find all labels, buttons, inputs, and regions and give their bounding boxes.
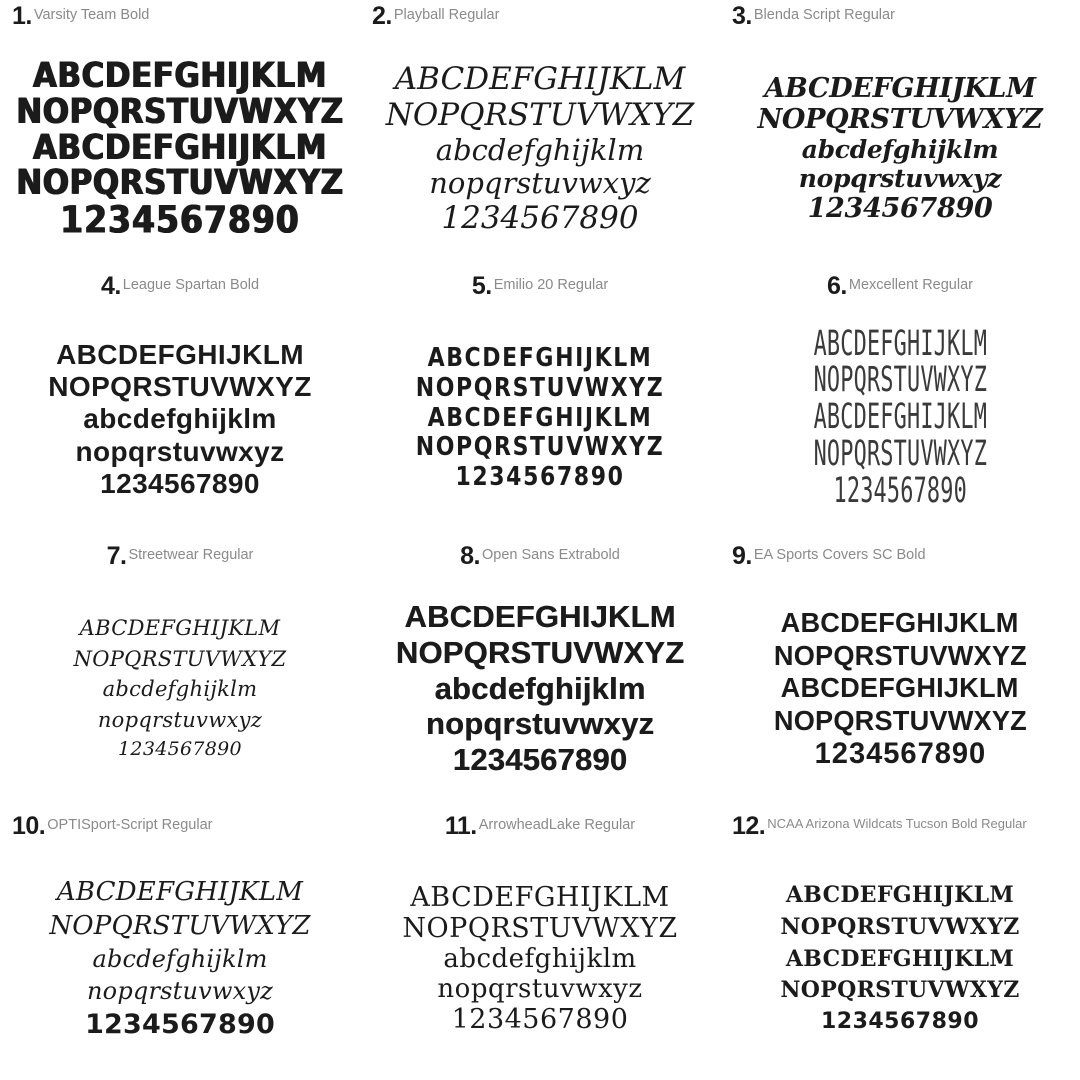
font-name-5: Emilio 20 Regular <box>493 277 609 293</box>
specimen-line-digits: 1234567890 <box>100 468 260 500</box>
font-name-7: Streetwear Regular <box>128 547 254 563</box>
specimen-line: ABCDEFGHIJKLM <box>404 599 676 635</box>
specimen-line: ABCDEFGHIJKLM <box>764 72 1036 104</box>
specimen-line: nopqrstuvwxyz <box>429 166 651 201</box>
specimen-line: abcdefghijklm <box>435 132 645 167</box>
specimen-number-5: 5. <box>471 272 492 300</box>
specimen-line-digits: 1234567890 <box>118 738 242 761</box>
specimen-line: NOPQRSTUVWXYZ <box>415 432 665 463</box>
specimen-card-3 <box>720 0 1080 270</box>
specimen-card-9 <box>720 540 1080 810</box>
specimen-number-1: 1. <box>12 2 32 30</box>
specimen-line-digits: 1234567890 <box>452 742 628 778</box>
specimen-line: NOPQRSTUVWXYZ <box>415 373 665 404</box>
specimen-card-11 <box>360 810 720 1080</box>
specimen-line: NOPQRSTUVWXYZ <box>757 103 1043 135</box>
specimen-line: abcdefghijklm <box>434 670 646 706</box>
specimen-line: ABCDEFGHIJKLM <box>32 127 328 168</box>
specimen-lines-8 <box>366 570 714 808</box>
specimen-lines-2 <box>366 30 714 268</box>
specimen-number-7: 7. <box>106 542 127 570</box>
specimen-line: ABCDEFGHIJKLM <box>394 61 686 98</box>
font-name-12: NCAA Arizona Wildcats Tucson Bold Regular <box>767 816 1027 831</box>
specimen-line: ABCDEFGHIJKLM <box>32 55 328 97</box>
specimen-header-11 <box>366 814 714 840</box>
specimen-card-10 <box>0 810 360 1080</box>
specimen-line: NOPQRSTUVWXYZ <box>773 639 1027 671</box>
specimen-number-4: 4. <box>100 272 121 300</box>
specimen-line: NOPQRSTUVWXYZ <box>48 370 312 402</box>
specimen-line: ABCDEFGHIJKLM <box>427 403 653 433</box>
specimen-line: ABCDEFGHIJKLM <box>427 344 653 374</box>
specimen-line-digits: 1234567890 <box>814 736 986 770</box>
specimen-lines-6 <box>726 300 1074 538</box>
specimen-lines-11 <box>366 840 714 1078</box>
specimen-card-12 <box>720 810 1080 1080</box>
specimen-header-4 <box>6 274 354 300</box>
specimen-line: nopqrstuvwxyz <box>87 976 273 1005</box>
font-name-1: Varsity Team Bold <box>33 7 150 23</box>
specimen-lines-9 <box>726 570 1074 808</box>
specimen-line: ABCDEFGHIJKLM <box>410 881 670 913</box>
specimen-lines-3 <box>726 30 1074 268</box>
specimen-line: NOPQRSTUVWXYZ <box>73 646 287 671</box>
specimen-line: NOPQRSTUVWXYZ <box>402 912 678 944</box>
specimen-header-5 <box>366 274 714 300</box>
specimen-line: NOPQRSTUVWXYZ <box>813 361 987 401</box>
specimen-card-6 <box>720 270 1080 540</box>
specimen-line: NOPQRSTUVWXYZ <box>395 634 685 670</box>
specimen-number-2: 2. <box>372 2 392 30</box>
specimen-line: abcdefghijklm <box>443 944 637 974</box>
specimen-header-3 <box>726 4 1074 30</box>
specimen-number-12: 12. <box>732 812 766 840</box>
font-name-8: Open Sans Extrabold <box>482 547 620 563</box>
specimen-line: NOPQRSTUVWXYZ <box>773 704 1027 736</box>
specimen-line: NOPQRSTUVWXYZ <box>49 911 311 941</box>
specimen-line: ABCDEFGHIJKLM <box>56 876 304 907</box>
font-name-9: EA Sports Covers SC Bold <box>753 547 926 563</box>
specimen-card-7 <box>0 540 360 810</box>
specimen-line-digits: 1234567890 <box>820 1008 980 1034</box>
specimen-card-1 <box>0 0 360 270</box>
specimen-line: nopqrstuvwxyz <box>425 706 655 742</box>
specimen-lines-1 <box>6 30 354 268</box>
font-name-11: ArrowheadLake Regular <box>478 817 636 833</box>
specimen-header-1 <box>6 4 354 30</box>
specimen-line: NOPQRSTUVWXYZ <box>385 97 695 134</box>
specimen-line: ABCDEFGHIJKLM <box>813 398 987 438</box>
font-name-6: Mexcellent Regular <box>848 277 973 293</box>
specimen-line: NOPQRSTUVWXYZ <box>16 163 344 204</box>
specimen-line: nopqrstuvwxyz <box>798 164 1002 194</box>
specimen-line: ABCDEFGHIJKLM <box>56 338 304 370</box>
specimen-card-8 <box>360 540 720 810</box>
specimen-number-6: 6. <box>827 272 847 300</box>
specimen-header-8 <box>366 544 714 570</box>
specimen-line: ABCDEFGHIJKLM <box>79 616 281 641</box>
specimen-header-12 <box>726 814 1074 840</box>
specimen-line-digits: 1234567890 <box>455 462 625 493</box>
specimen-lines-4 <box>6 300 354 538</box>
specimen-line: nopqrstuvwxyz <box>97 707 263 732</box>
specimen-line-digits: 1234567890 <box>451 1004 629 1036</box>
specimen-line: NOPQRSTUVWXYZ <box>780 914 1020 941</box>
specimen-line: NOPQRSTUVWXYZ <box>16 91 344 132</box>
font-name-2: Playball Regular <box>393 7 500 23</box>
specimen-lines-7 <box>6 570 354 808</box>
font-name-3: Blenda Script Regular <box>753 7 895 23</box>
specimen-number-8: 8. <box>460 542 480 570</box>
specimen-line-digits: 1234567890 <box>441 199 639 236</box>
specimen-line: ABCDEFGHIJKLM <box>781 672 1019 704</box>
specimen-line: nopqrstuvwxyz <box>75 435 285 467</box>
specimen-header-2 <box>366 4 714 30</box>
specimen-number-9: 9. <box>732 542 752 570</box>
specimen-number-11: 11. <box>444 812 477 840</box>
specimen-line: NOPQRSTUVWXYZ <box>780 977 1020 1004</box>
specimen-line: NOPQRSTUVWXYZ <box>813 434 987 474</box>
specimen-number-3: 3. <box>732 2 752 30</box>
font-name-4: League Spartan Bold <box>122 277 260 293</box>
specimen-header-9 <box>726 544 1074 570</box>
specimen-line: abcdefghijklm <box>92 945 268 974</box>
specimen-number-10: 10. <box>12 812 46 840</box>
specimen-line: nopqrstuvwxyz <box>437 974 643 1005</box>
specimen-card-2 <box>360 0 720 270</box>
specimen-lines-10 <box>6 840 354 1078</box>
specimen-header-7 <box>6 544 354 570</box>
font-name-10: OPTISport-Script Regular <box>47 817 213 833</box>
specimen-line: ABCDEFGHIJKLM <box>785 945 1015 972</box>
specimen-line-digits: 1234567890 <box>807 193 993 225</box>
specimen-line: abcdefghijklm <box>83 403 277 435</box>
specimen-line-digits: 1234567890 <box>60 197 300 242</box>
specimen-line: ABCDEFGHIJKLM <box>785 882 1015 909</box>
specimen-line-digits: 1234567890 <box>85 1008 275 1040</box>
specimen-header-6 <box>726 274 1074 300</box>
specimen-lines-5 <box>366 300 714 538</box>
specimen-lines-12 <box>726 840 1074 1078</box>
specimen-line: ABCDEFGHIJKLM <box>813 324 987 364</box>
specimen-header-10 <box>6 814 354 840</box>
specimen-line: abcdefghijklm <box>801 135 999 165</box>
specimen-line: abcdefghijklm <box>102 677 258 702</box>
specimen-card-4 <box>0 270 360 540</box>
specimen-line: ABCDEFGHIJKLM <box>781 607 1019 639</box>
specimen-card-5 <box>360 270 720 540</box>
specimen-line-digits: 1234567890 <box>833 471 967 511</box>
